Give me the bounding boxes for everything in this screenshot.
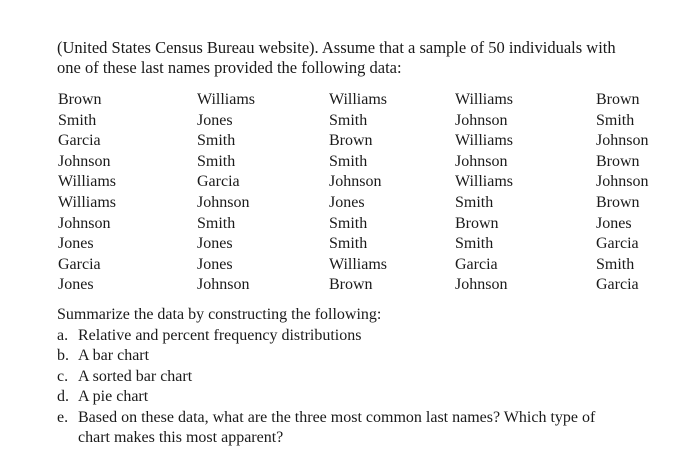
name-cell: Jones — [197, 235, 233, 253]
name-cell: Smith — [329, 214, 368, 232]
summary-heading: Summarize the data by constructing the following: — [57, 306, 382, 323]
task-letter: d. — [57, 388, 69, 405]
name-cell: Williams — [197, 91, 256, 108]
task-text: A pie chart — [78, 388, 149, 405]
name-cell: Williams — [455, 132, 514, 150]
name-cell: Williams — [329, 255, 388, 273]
name-cell: Jones — [197, 111, 233, 129]
name-cell: Smith — [197, 214, 236, 232]
name-cell: Johnson — [197, 193, 250, 211]
name-cell: Garcia — [596, 235, 639, 253]
name-cell: Smith — [58, 111, 97, 129]
name-cell: Garcia — [197, 173, 240, 191]
name-cell: Smith — [329, 111, 368, 129]
name-cell: Johnson — [329, 173, 382, 191]
name-cell: Garcia — [455, 255, 498, 273]
name-cell: Johnson — [596, 173, 649, 191]
name-cell: Johnson — [455, 276, 508, 294]
name-cell: Smith — [197, 152, 236, 170]
problem-intro — [57, 38, 677, 78]
name-cell: Smith — [455, 193, 494, 211]
task-letter: a. — [57, 326, 69, 344]
name-cell: Johnson — [455, 152, 508, 170]
name-cell: Williams — [329, 91, 388, 108]
names-column-5 — [596, 90, 648, 296]
name-cell: Smith — [596, 255, 635, 273]
task-text: A bar chart — [78, 347, 150, 364]
name-cell: Jones — [596, 214, 632, 232]
task-letter: e. — [57, 408, 69, 426]
intro-line-1: (United States Census Bureau website). Assume that a sample of 50 individuals with — [57, 38, 616, 57]
name-cell: Johnson — [197, 276, 250, 294]
task-letter: c. — [57, 367, 69, 385]
name-cell: Brown — [329, 132, 373, 150]
name-cell: Jones — [329, 193, 365, 211]
names-column-2 — [197, 90, 255, 296]
name-cell: Brown — [455, 214, 499, 232]
name-cell: Brown — [329, 276, 373, 294]
names-column-3 — [329, 90, 387, 296]
summary-tasks — [57, 305, 677, 449]
task-e — [57, 408, 677, 429]
task-text: A sorted bar chart — [78, 367, 193, 385]
task-c — [57, 367, 677, 388]
task-b — [57, 346, 677, 367]
task-text: Based on these data, what are the three most common last names? Which type of — [78, 408, 596, 426]
name-cell: Smith — [596, 111, 635, 129]
name-cell: Williams — [58, 193, 117, 211]
name-cell: Williams — [455, 173, 514, 191]
name-cell: Johnson — [596, 132, 649, 150]
name-cell: Garcia — [58, 132, 101, 150]
name-cell: Johnson — [455, 111, 508, 129]
name-cell: Johnson — [58, 152, 111, 170]
names-column-1 — [58, 90, 116, 296]
name-cell: Smith — [455, 235, 494, 253]
intro-line-2: one of these last names provided the following data: — [57, 58, 402, 77]
task-d — [57, 387, 677, 408]
name-cell: Smith — [329, 235, 368, 253]
task-a — [57, 326, 677, 347]
name-cell: Brown — [58, 91, 102, 108]
task-letter: b. — [57, 347, 69, 364]
name-cell: Jones — [58, 276, 94, 294]
name-cell: Garcia — [58, 255, 101, 273]
names-column-4 — [455, 90, 513, 296]
name-cell: Williams — [58, 173, 117, 191]
name-cell: Williams — [455, 91, 514, 108]
name-cell: Brown — [596, 91, 640, 108]
task-e-continuation: chart makes this most apparent? — [78, 429, 284, 446]
name-cell: Garcia — [596, 276, 639, 294]
name-cell: Brown — [596, 193, 640, 211]
name-cell: Smith — [329, 152, 368, 170]
name-cell: Smith — [197, 132, 236, 150]
name-cell: Johnson — [58, 214, 111, 232]
name-cell: Jones — [58, 235, 94, 253]
name-cell: Jones — [197, 255, 233, 273]
task-text: Relative and percent frequency distributions — [78, 326, 362, 344]
last-names-data-table — [57, 90, 677, 300]
name-cell: Brown — [596, 152, 640, 170]
